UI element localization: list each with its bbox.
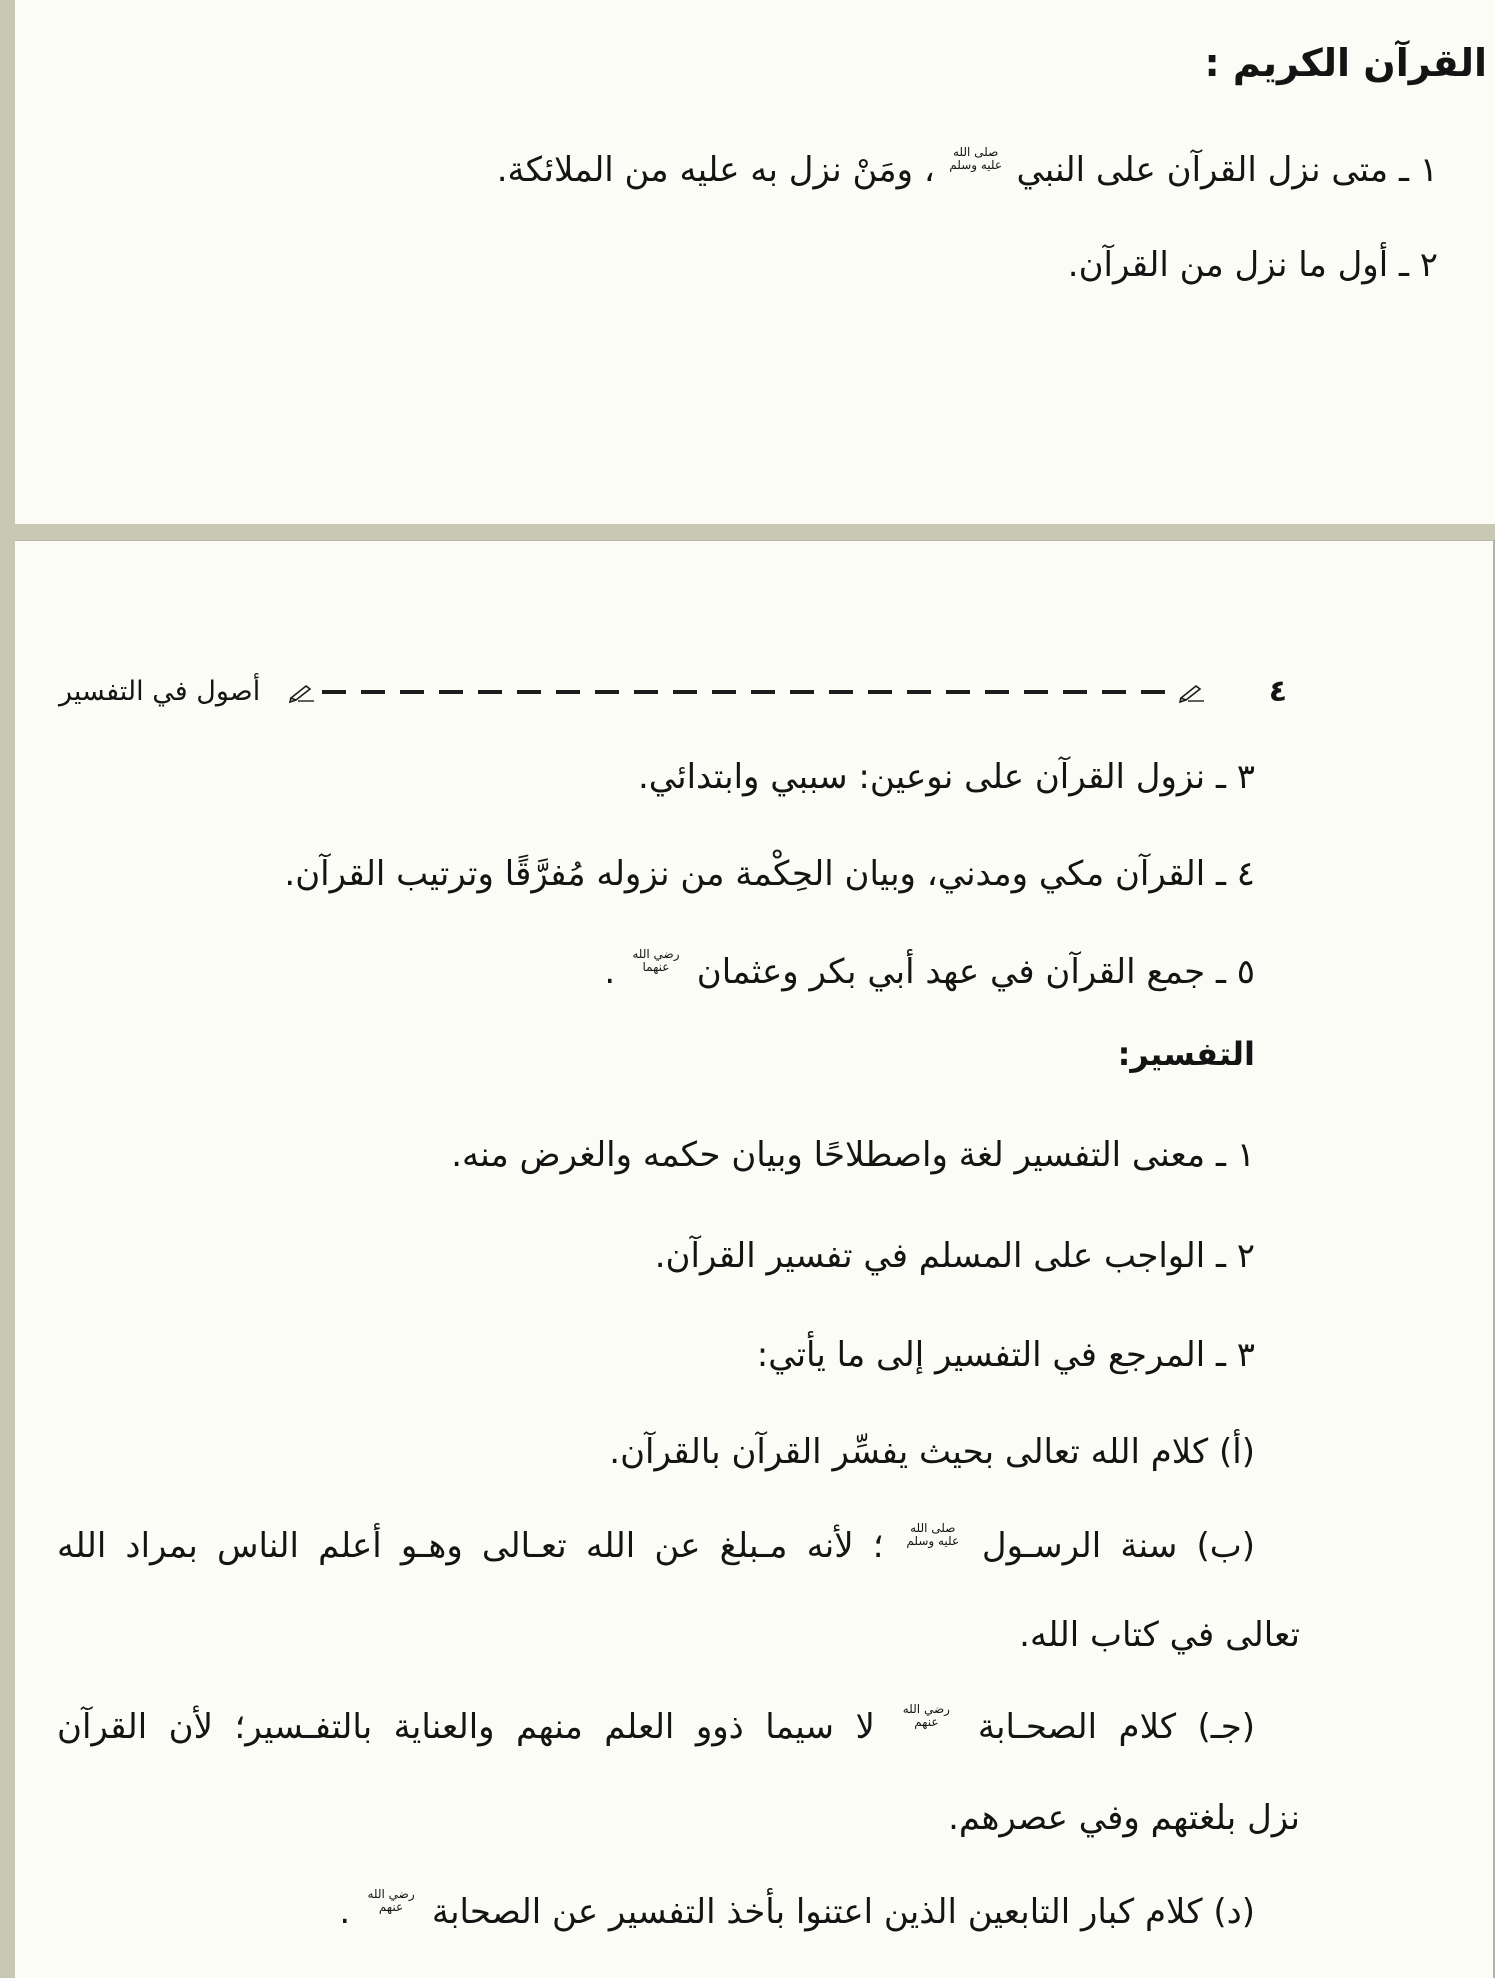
- pen-writing-icon: [288, 681, 316, 703]
- quran-item-5-text-end: .: [604, 952, 616, 992]
- quran-item-2: ٢ ـ أول ما نزل من القرآن.: [1067, 245, 1438, 285]
- section-heading-quran: القرآن الكريم :: [1204, 41, 1487, 85]
- honorific-radi-anhum: رضي الله عنهم: [367, 1887, 415, 1914]
- honorific-salawat: صلى الله عليه وسلم: [949, 145, 1003, 172]
- tafsir-item-3: ٣ ـ المرجع في التفسير إلى ما يأتي:: [756, 1335, 1255, 1375]
- pen-writing-icon: [1178, 681, 1206, 703]
- header-dashed-rule: [322, 690, 1167, 694]
- quran-item-1-text-end: ، ومَنْ نزل به عليه من الملائكة.: [496, 150, 935, 190]
- source-item-c-text: (جـ) كلام الصحـابة: [977, 1707, 1255, 1747]
- source-item-d: [339, 1884, 1255, 1940]
- quran-item-1-text: ١ ـ متى نزل القرآن على النبي: [1016, 150, 1438, 190]
- book-title: أصول في التفسير: [59, 676, 261, 707]
- tafsir-item-1: ١ ـ معنى التفسير لغة واصطلاحًا وبيان حكمه والغرض منه.: [451, 1135, 1255, 1175]
- quran-item-3: ٣ ـ نزول القرآن على نوعين: سببي وابتدائي.: [637, 757, 1255, 797]
- quran-item-5-text: ٥ ـ جمع القرآن في عهد أبي بكر وعثمان: [696, 952, 1255, 992]
- lower-page: [15, 540, 1495, 1978]
- tafsir-item-2: ٢ ـ الواجب على المسلم في تفسير القرآن.: [654, 1236, 1255, 1276]
- source-item-c-text-end: لا سيما ذوو العلم منهم والعناية بالتفـسير؛ لأن القرآن: [57, 1707, 875, 1747]
- source-item-c: [57, 1699, 1255, 1755]
- source-item-a: (أ) كلام الله تعالى بحيث يفسِّر القرآن بالقرآن.: [609, 1432, 1255, 1472]
- page-number: ٤: [1268, 674, 1287, 709]
- source-item-d-text: (د) كلام كبار التابعين الذين اعتنوا بأخذ التفسير عن الصحابة: [431, 1892, 1255, 1932]
- source-item-d-text-end: .: [339, 1892, 351, 1932]
- quran-item-5: [604, 944, 1255, 1000]
- honorific-radi-anhuma: رضي الله عنهما: [632, 947, 680, 974]
- source-item-b-text: (ب) سنة الرسـول: [981, 1526, 1255, 1566]
- source-item-b-continuation: تعالى في كتاب الله.: [1019, 1615, 1300, 1655]
- honorific-radi-anhum: رضي الله عنهم: [902, 1702, 950, 1729]
- section-heading-tafsir: التفسير:: [1117, 1035, 1255, 1073]
- honorific-salawat: صلى الله عليه وسلم: [906, 1521, 960, 1548]
- source-item-c-continuation: نزل بلغتهم وفي عصرهم.: [948, 1798, 1300, 1838]
- quran-item-4: ٤ ـ القرآن مكي ومدني، وبيان الحِكْمة من نزوله مُفرَّقًا وترتيب القرآن.: [284, 854, 1255, 894]
- quran-item-1: [497, 142, 1438, 198]
- source-item-b: [57, 1518, 1255, 1574]
- source-item-b-text-end: ؛ لأنه مـبلغ عن الله تعـالى وهـو أعلم الناس بمراد الله: [57, 1526, 884, 1566]
- upper-page: [15, 0, 1495, 524]
